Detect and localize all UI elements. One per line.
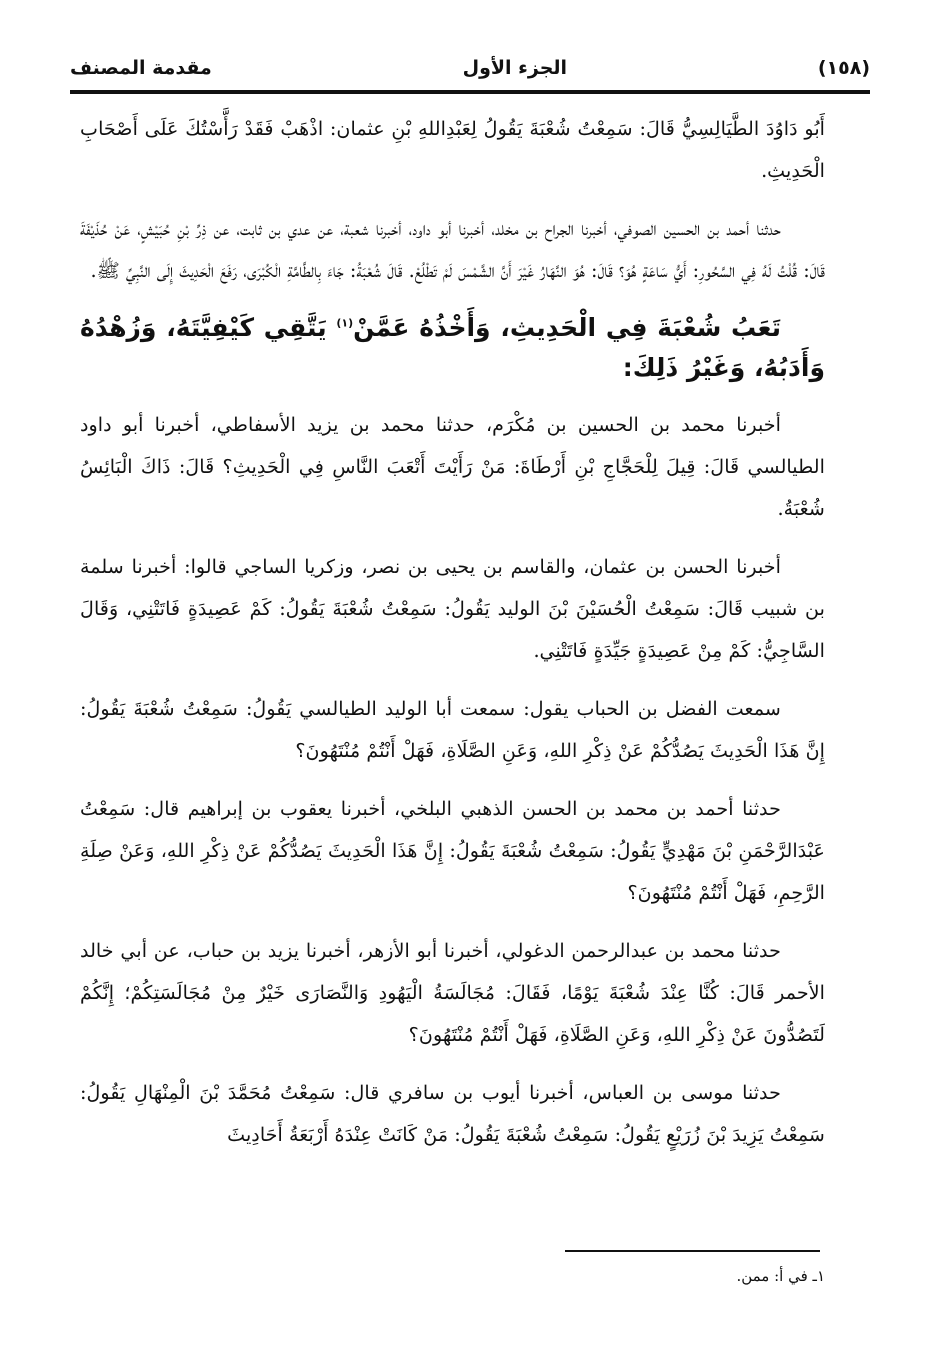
paragraph-1: أَبُو دَاوُدَ الطَّيَالِسِيُّ قَالَ: سَمِعْتُ شُعْبَةَ يَقُولُ لِعَبْدِاللهِ بْنِ عثمان: اذْهَبْ فَقَدْ رَأَّسْتُكَ عَلَى أَصْحَابِ الْحَدِيثِ. [80,117,825,182]
volume-title: الجزء الأول [462,57,568,79]
footnote-ref: (١) [336,316,354,330]
section-heading-main: تَعَبُ شُعْبَةَ فِي الْحَدِيثِ، وَأَخْذُهُ عَمَّنْ [353,313,781,342]
paragraph-4: أخبرنا الحسن بن عثمان، والقاسم بن يحيى بن نصر، وزكريا الساجي قالوا: أخبرنا سلمة بن شبيب قَالَ: سَمِعْتُ الْحُسَيْنَ بْنَ الوليد يَقُولُ: سَمِعْتُ شُعْبَةَ يَقُولُ: كَمْ عَصِيدَةٍ فَاتَتْنِي، وَقَالَ السَّاجِيُّ: كَمْ مِنْ عَصِيدَةٍ جَيِّدَةٍ فَاتَتْنِي. [80,555,825,662]
page-number: (١٥٨) [817,57,870,79]
footnote: ١ـ في أ: ممن. [736,1267,825,1285]
paragraph-5: سمعت الفضل بن الحباب يقول: سمعت أبا الوليد الطيالسي يَقُولُ: سَمِعْتُ شُعْبَةَ يَقُولُ: إِنَّ هَذَا الْحَدِيثَ يَصُدُّكُمْ عَنْ ذِكْرِ اللهِ، وَعَنِ الصَّلَاةِ، فَهَلْ أَنْتُمْ مُنْتَهُونَ؟ [80,697,825,762]
footnote-rule [565,1250,820,1252]
page-header [70,48,870,88]
paragraph-2: حدثنا أحمد بن الحسين الصوفي، أخبرنا الجراح بن مخلد، أخبرنا أبو داود، أخبرنا شعبة، عن عدي بن ثابت، عن ذِرِّ بْنِ حُبَيْشٍ، عَنْ حُذَيْفَةَ قَالَ: قُلْتُ لَهُ فِي السَّحُورِ: أَيُّ سَاعَةٍ هُوَ؟ قَالَ: هُوَ النَّهَارُ غَيْرَ أَنَّ الشَّمْسَ لَمْ تَطْلُعْ. قَالَ شُعْبَةُ: جَاءَ بِالطَّامَّةِ الْكُبْرَى، رَفَعَ الْحَدِيثَ إِلَى النَّبِيِّ ﷺ. [80,217,825,282]
page-body [80,108,825,1172]
paragraph-7: حدثنا محمد بن عبدالرحمن الدغولي، أخبرنا أبو الأزهر، أخبرنا يزيد بن حباب، عن أبي خالد الأحمر قَالَ: كُنَّا عِنْدَ شُعْبَةَ يَوْمًا، فَقَالَ: مُجَالَسَةُ الْيَهُودِ وَالنَّصَارَى خَيْرٌ مِنْ مُجَالَسَتِكُمْ؛ إِنَّكُمْ لَتَصُدُّونَ عَنْ ذِكْرِ اللهِ، وَعَنِ الصَّلَاةِ، فَهَلْ أَنْتُمْ مُنْتَهُونَ؟ [80,939,825,1046]
section-title: مقدمة المصنف [70,57,212,79]
paragraph-3: أخبرنا محمد بن الحسين بن مُكْرَم، حدثنا محمد بن يزيد الأسفاطي، أخبرنا أبو داود الطيالسي قَالَ: قِيلَ لِلْحَجَّاجِ بْنِ أَرْطَاةَ: مَنْ رَأَيْتَ أَتْعَبَ النَّاسِ فِي الْحَدِيثِ؟ قَالَ: ذَاكَ الْبَائِسُ شُعْبَةُ. [80,413,825,520]
section-heading-rest: يَتَّقِي كَيْفِيَّتَهُ، وَزُهْدُهُ وَأَدَبُهُ، وَغَيْرُ ذَلِكَ: [80,313,825,382]
section-heading [80,308,825,388]
paragraph-6: حدثنا أحمد بن محمد بن الحسن الذهبي البلخي، أخبرنا يعقوب بن إبراهيم قال: سَمِعْتُ عَبْدَالرَّحْمَنِ بْنَ مَهْدِيٍّ يَقُولُ: سَمِعْتُ شُعْبَةَ يَقُولُ: إِنَّ هَذَا الْحَدِيثَ يَصُدُّكُمْ عَنْ ذِكْرِ اللهِ، وَعَنْ صِلَةِ الرَّحِمِ، فَهَلْ أَنْتُمْ مُنْتَهُونَ؟ [80,797,825,904]
paragraph-8: حدثنا موسى بن العباس، أخبرنا أيوب بن سافري قال: سَمِعْتُ مُحَمَّدَ بْنَ الْمِنْهَالِ يَقُولُ: سَمِعْتُ يَزِيدَ بْنَ زُرَيْعٍ يَقُولُ: سَمِعْتُ شُعْبَةَ يَقُولُ: مَنْ كَانَتْ عِنْدَهُ أَرْبَعَةُ أَحَادِيثَ [80,1081,825,1146]
header-rule [70,90,870,94]
